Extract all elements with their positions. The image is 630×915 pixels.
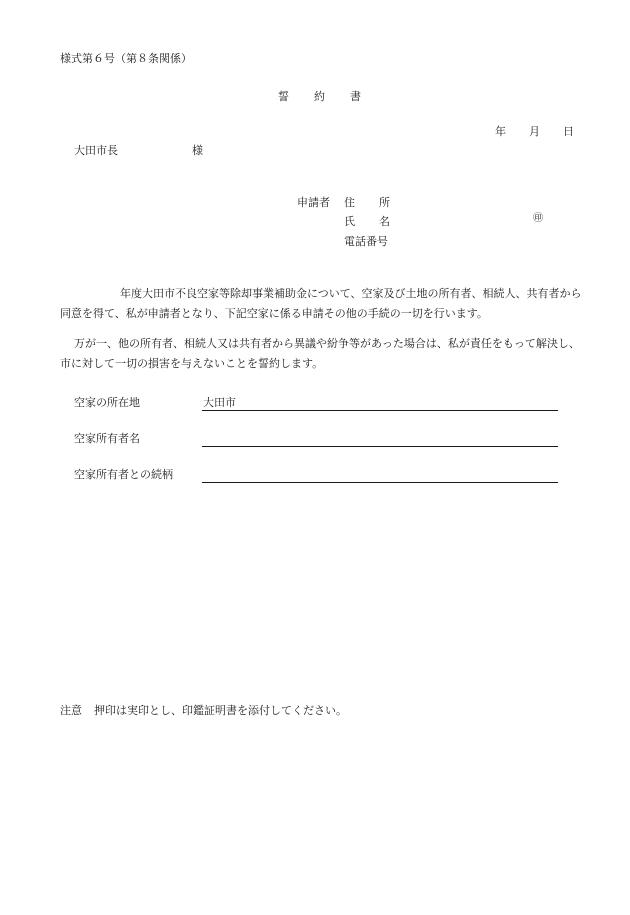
- applicant-phone-label: 電話番号: [344, 235, 388, 248]
- date-month: 月: [529, 125, 540, 138]
- title-char: 約: [314, 90, 325, 103]
- date-line: [495, 125, 574, 138]
- date-day: 日: [563, 125, 574, 138]
- field-input-location[interactable]: 大田市: [202, 396, 558, 411]
- addressee-name: 大田市長: [74, 144, 118, 157]
- field-input-owner-name[interactable]: [202, 432, 558, 447]
- seal-mark: ㊞: [533, 213, 543, 224]
- applicant-label: 申請者: [297, 196, 330, 209]
- applicant-name-label: 氏 名: [344, 215, 390, 228]
- form-number: 様式第６号（第８条関係）: [60, 52, 192, 65]
- field-label-relationship: 空家所有者との続柄: [74, 468, 173, 481]
- applicant-address-label: 住 所: [344, 196, 390, 209]
- note-heading: 注意: [60, 704, 82, 717]
- note-text: 押印は実印とし、印鑑証明書を添付してください。: [94, 704, 347, 717]
- note: [60, 704, 347, 717]
- field-label-owner-name: 空家所有者名: [74, 432, 140, 445]
- date-year: 年: [495, 125, 506, 138]
- addressee-honorific: 様: [192, 144, 203, 157]
- body-paragraph-2: 万が一、他の所有者、相続人又は共有者から異議や紛争等があった場合は、私が責任をもって解決し、市に対して一切の損害を与えないことを誓約します。: [60, 337, 580, 370]
- title-char: 誓: [278, 90, 289, 103]
- field-label-location: 空家の所在地: [74, 396, 140, 409]
- field-input-relationship[interactable]: [202, 468, 558, 483]
- body-paragraph-1: 年度大田市不良空家等除却事業補助金について、空家及び土地の所有者、相続人、共有者から同意を得て、私が申請者となり、下記空家に係る申請その他の手続の一切を行います。: [60, 287, 582, 320]
- document-title: [278, 90, 361, 103]
- title-char: 書: [350, 90, 361, 103]
